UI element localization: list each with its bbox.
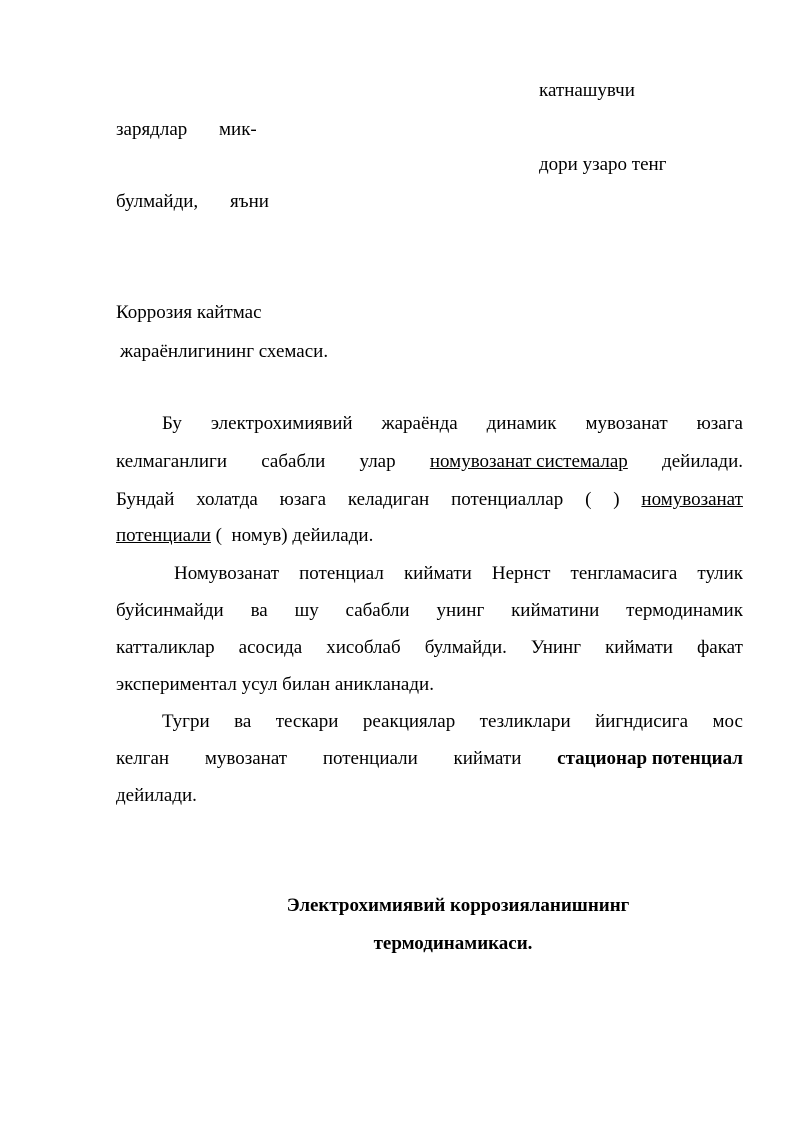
paragraph-line: катталиклар асосида хисоблаб булмайди. Унинг киймати факат — [116, 637, 743, 658]
paragraph-line: Бу электрохимиявий жараёнда динамик мувозанат юзага — [162, 413, 743, 434]
fragment-text: зарядлар — [116, 119, 188, 140]
paragraph-line: келмаганлиги сабабли улар номувозанат системалар дейилади. — [116, 451, 743, 472]
fragment-text: дори узаро тенг — [539, 154, 667, 175]
term-bold: стационар потенциал — [557, 748, 743, 769]
fragment-text: мик- — [219, 119, 257, 140]
fragment-text: катнашувчи — [539, 80, 635, 101]
paragraph-line: потенциали ( номув) дейилади. — [116, 525, 374, 546]
paragraph-line: келган мувозанат потенциали киймати стационар потенциал — [116, 748, 743, 769]
fragment-text: булмайди, — [116, 191, 199, 212]
paragraph-line: дейилади. — [116, 785, 197, 806]
term-underlined: номувозанат — [641, 489, 743, 510]
paragraph-line: Тугри ва тескари реакциялар тезликлари йигндисига мос — [162, 711, 743, 732]
fragment-text: яъни — [230, 191, 269, 212]
term-underlined: номувозанат системалар — [429, 451, 628, 472]
paragraph-line: Номувозанат потенциал киймати Нернст тенгламасига тулик — [174, 563, 743, 584]
paragraph-line: буйсинмайди ва шу сабабли унинг кийматини термодинамик — [116, 600, 743, 621]
paragraph-line: Бундай холатда юзага келадиган потенциаллар ( ) номувозанат — [116, 489, 743, 510]
figure-caption-line: жараёнлигининг схемаси. — [120, 341, 329, 362]
section-heading: термодинамикаси. — [373, 933, 533, 954]
paragraph-line: экспериментал усул билан аникланади. — [116, 674, 434, 695]
term-underlined: потенциали — [116, 525, 211, 546]
figure-caption-line: Коррозия кайтмас — [116, 302, 262, 323]
section-heading: Электрохимиявий коррозияланишнинг — [286, 895, 630, 916]
